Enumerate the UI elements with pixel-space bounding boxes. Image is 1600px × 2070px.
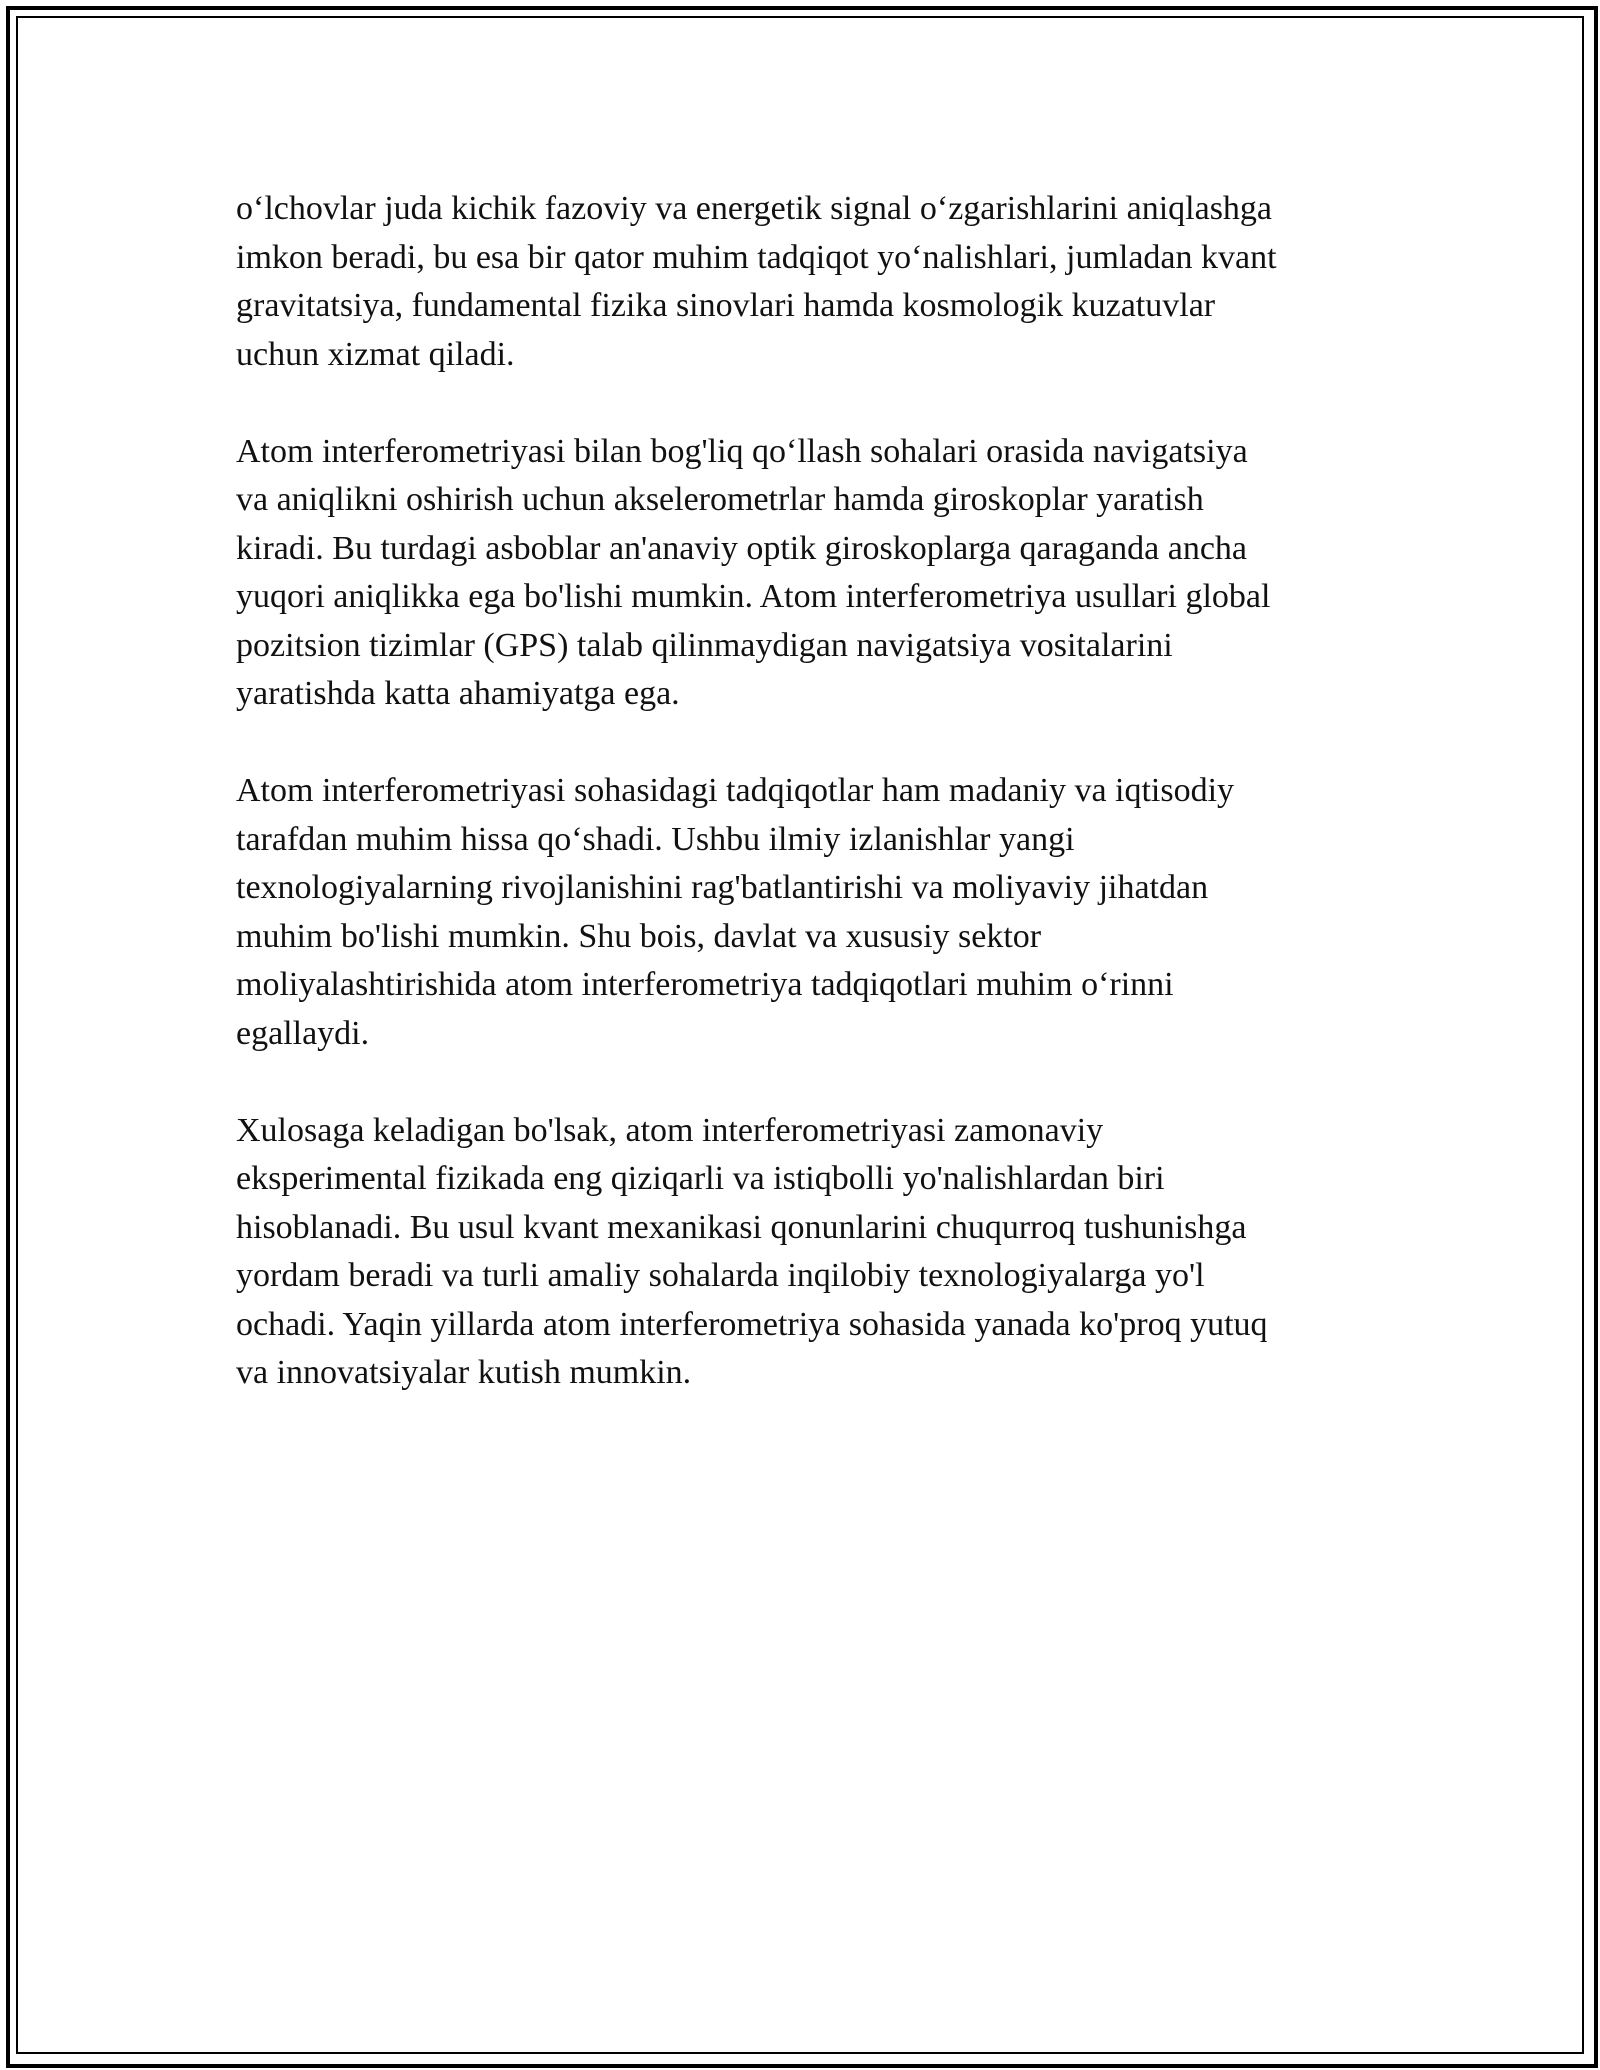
paragraph-line: va innovatsiyalar kutish mumkin. — [236, 1354, 692, 1391]
paragraph-2 — [236, 428, 1376, 719]
paragraph-line: texnologiyalarning rivojlanishini rag'batlantirishi va moliyaviy jihatdan — [236, 869, 1209, 906]
paragraph-line: gravitatsiya, fundamental fizika sinovlari hamda kosmologik kuzatuvlar — [236, 287, 1216, 324]
paragraph-line: va aniqlikni oshirish uchun akselerometrlar hamda giroskoplar yaratish — [236, 481, 1204, 518]
paragraph-line: moliyalashtirishida atom interferometriya tadqiqotlari muhim o‘rinni — [236, 966, 1174, 1003]
paragraph-line: yuqori aniqlikka ega bo'lishi mumkin. Atom interferometriya usullari global — [236, 578, 1271, 615]
paragraph-line: tarafdan muhim hissa qo‘shadi. Ushbu ilmiy izlanishlar yangi — [236, 820, 1075, 858]
paragraph-line: yordam beradi va turli amaliy sohalarda inqilobiy texnologiyalarga yo'l — [236, 1257, 1205, 1294]
paragraph-3 — [236, 767, 1376, 1058]
paragraph-line: pozitsion tizimlar (GPS) talab qilinmaydigan navigatsiya vositalarini — [236, 626, 1173, 664]
paragraph-4 — [236, 1107, 1376, 1398]
paragraph-line: hisoblanadi. Bu usul kvant mexanikasi qonunlarini chuqurroq tushunishga — [236, 1208, 1247, 1246]
paragraph-line: kiradi. Bu turdagi asboblar an'anaviy optik giroskoplarga qaraganda ancha — [236, 529, 1248, 567]
paragraph-line: Xulosaga keladigan bo'lsak, atom interferometriyasi zamonaviy — [236, 1111, 1104, 1149]
paragraph-line: ochadi. Yaqin yillarda atom interferometriya sohasida yanada ko'proq yutuq — [236, 1305, 1268, 1343]
paragraph-line: eksperimental fizikada eng qiziqarli va istiqbolli yo'nalishlardan biri — [236, 1160, 1165, 1197]
paragraph-line: muhim bo'lishi mumkin. Shu bois, davlat va xususiy sektor — [236, 917, 1042, 955]
paragraph-line: egallaydi. — [236, 1014, 370, 1052]
paragraph-line: imkon beradi, bu esa bir qator muhim tadqiqot yo‘nalishlari, jumladan kvant — [236, 238, 1277, 276]
paragraph-line: Atom interferometriyasi bilan bog'liq qo‘llash sohalari orasida navigatsiya — [236, 432, 1248, 470]
paragraph-line: yaratishda katta ahamiyatga ega. — [236, 675, 680, 712]
document-body — [236, 185, 1376, 1446]
paragraph-line: uchun xizmat qiladi. — [236, 335, 515, 373]
paragraph-line: o‘lchovlar juda kichik fazoviy va energetik signal o‘zgarishlarini aniqlashga — [236, 190, 1273, 227]
paragraph-line: Atom interferometriyasi sohasidagi tadqiqotlar ham madaniy va iqtisodiy — [236, 772, 1235, 809]
paragraph-1 — [236, 185, 1376, 379]
